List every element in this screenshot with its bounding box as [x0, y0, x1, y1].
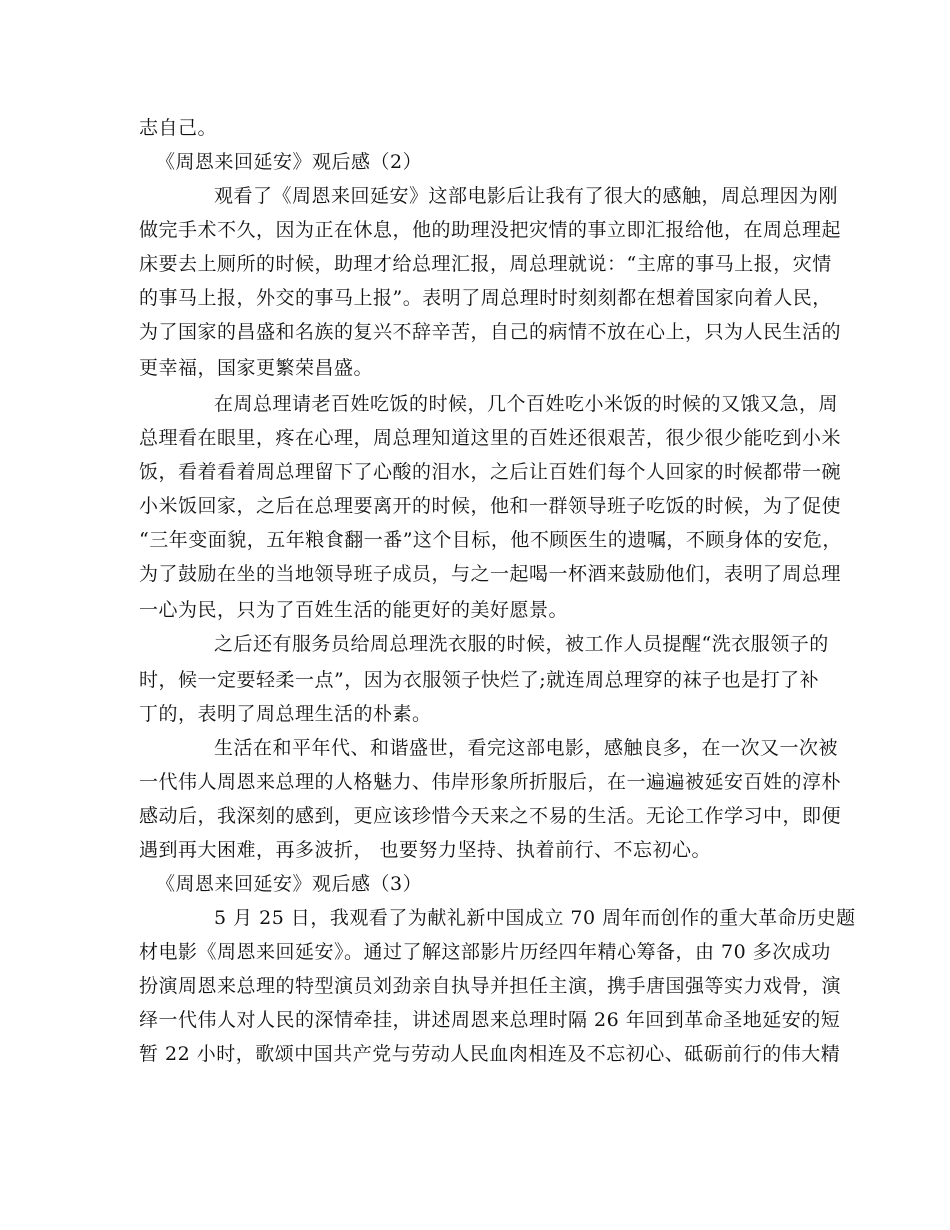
text-line: 一代伟人周恩来总理的人格魅力、伟岸形象所折服后，在一遍遍被延安百姓的淳朴 — [139, 771, 842, 793]
text-line: 的事马上报，外交的事马上报”。表明了周总理时时刻刻都在想着国家向着人民， — [139, 287, 832, 309]
text-line: 在周总理请老百姓吃饭的时候，几个百姓吃小米饭的时候的又饿又急，周 — [214, 393, 839, 415]
text-line: 志自己。 — [139, 117, 218, 139]
text-line: 做完手术不久，因为正在休息，他的助理没把灾情的事立即汇报给他，在周总理起 — [139, 219, 842, 241]
text-line: 绎一代伟人对人民的深情牵挂，讲述周恩来总理时隔 26 年回到革命圣地延安的短 — [139, 1009, 841, 1031]
text-line: 遇到再大困难，再多波折， 也要努力坚持、执着前行、不忘初心。 — [139, 839, 712, 861]
text-line: 材电影《周恩来回延安》。通过了解这部影片历经四年精心筹备，由 70 多次成功 — [139, 941, 831, 963]
text-line: 为了国家的昌盛和名族的复兴不辞辛苦，自己的病情不放在心上，只为人民生活的 — [139, 321, 842, 343]
text-line: 时，候一定要轻柔一点”，因为衣服领子快烂了;就连周总理穿的袜子也是打了补 — [139, 669, 820, 691]
text-line: 为了鼓励在坐的当地领导班子成员，与之一起喝一杯酒来鼓励他们，表明了周总理 — [139, 563, 842, 585]
text-line: 更幸福，国家更繁荣昌盛。 — [139, 357, 374, 379]
text-line: 一心为民，只为了百姓生活的能更好的美好愿景。 — [139, 599, 569, 621]
text-line: 丁的，表明了周总理生活的朴素。 — [139, 703, 432, 725]
section-heading: 《周恩来回延安》观后感（2） — [156, 151, 423, 173]
text-line: 观看了《周恩来回延安》这部电影后让我有了很大的感触，周总理因为刚 — [214, 185, 839, 207]
text-line: 饭，看着看着周总理留下了心酸的泪水，之后让百姓们每个人回家的时候都带一碗 — [139, 461, 842, 483]
text-line: “三年变面貌，五年粮食翻一番”这个目标，他不顾医生的遗嘱，不顾身体的安危， — [139, 529, 842, 551]
text-line: 生活在和平年代、和谐盛世，看完这部电影，感触良多，在一次又一次被 — [214, 737, 839, 759]
text-line: 暂 22 小时，歌颂中国共产党与劳动人民血肉相连及不忘初心、砥砺前行的伟大精 — [139, 1043, 841, 1065]
text-line: 5 月 25 日，我观看了为献礼新中国成立 70 周年而创作的重大革命历史题 — [214, 907, 856, 929]
text-line: 总理看在眼里，疼在心理，周总理知道这里的百姓还很艰苦，很少很少能吃到小米 — [139, 427, 842, 449]
section-heading: 《周恩来回延安》观后感（3） — [156, 873, 423, 895]
text-line: 之后还有服务员给周总理洗衣服的时候，被工作人员提醒“洗衣服领子的 — [214, 633, 829, 655]
text-line: 扮演周恩来总理的特型演员刘劲亲自执导并担任主演，携手唐国强等实力戏骨，演 — [139, 975, 842, 997]
text-line: 床要去上厕所的时候，助理才给总理汇报，周总理就说：“主席的事马上报，灾情 — [139, 253, 832, 275]
text-line: 小米饭回家，之后在总理要离开的时候，他和一群领导班子吃饭的时候，为了促使 — [139, 495, 842, 517]
text-line: 感动后，我深刻的感到，更应该珍惜今天来之不易的生活。无论工作学习中，即便 — [139, 805, 842, 827]
